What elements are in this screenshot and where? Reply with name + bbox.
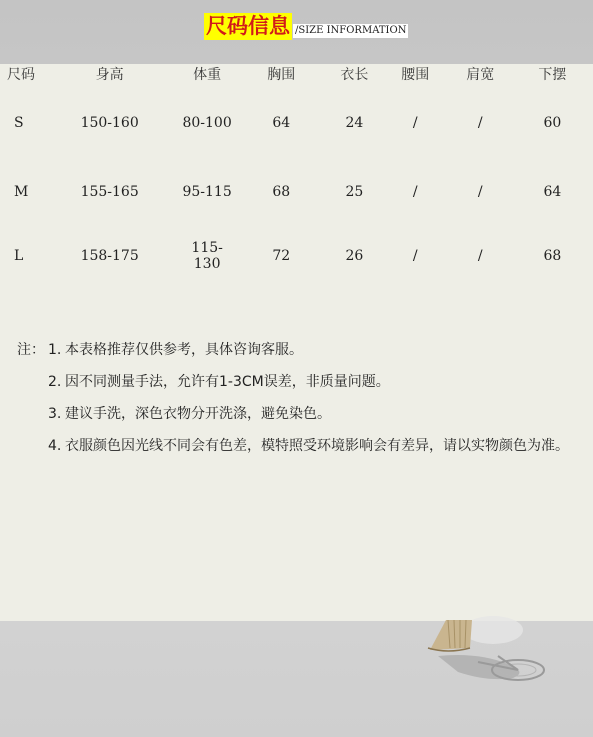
note-text: 衣服颜色因光线不同会有色差，模特照受环境影响会有差异，请以实物颜色为准。: [65, 438, 569, 454]
size-panel: [0, 64, 593, 621]
table-row: [0, 224, 593, 288]
table-cell: 80-100: [182, 115, 232, 131]
table-cell: M: [14, 184, 29, 200]
size-table: [0, 64, 593, 288]
table-cell: 60: [543, 115, 562, 131]
note-number: 2.: [48, 374, 62, 390]
column-header-weight: 体重: [193, 67, 222, 83]
page-subtitle: /SIZE INFORMATION: [295, 25, 407, 36]
table-cell: /: [477, 248, 483, 264]
table-cell: 158-175: [80, 248, 139, 264]
table-row: [0, 84, 593, 160]
note-text: 建议手洗，深色衣物分开洗涤，避免染色。: [65, 406, 331, 422]
notes-prefix: 注：: [17, 342, 45, 358]
table-cell: L: [14, 248, 24, 264]
table-cell: 25: [345, 184, 364, 200]
note-item: [17, 398, 583, 430]
table-row: [0, 160, 593, 224]
note-text: 本表格推荐仅供参考，具体咨询客服。: [65, 342, 303, 358]
header: [0, 0, 593, 64]
column-header-waist: 腰围: [401, 67, 430, 83]
table-cell: 64: [272, 115, 291, 131]
table-cell: 64: [543, 184, 562, 200]
column-header-hem: 下摆: [538, 67, 567, 83]
note-text: 因不同测量手法，允许有1-3CM误差，非质量问题。: [65, 374, 390, 390]
table-header-row: [0, 64, 593, 84]
column-header-length: 衣长: [340, 67, 369, 83]
note-number: 3.: [48, 406, 62, 422]
table-cell: 68: [543, 248, 562, 264]
note-number: 1.: [48, 342, 62, 358]
table-cell: /: [477, 115, 483, 131]
column-header-height: 身高: [95, 67, 124, 83]
figure-shadow-icon: [418, 612, 568, 702]
page-title: 尺码信息: [206, 14, 290, 38]
table-cell: /: [477, 184, 483, 200]
note-item: [17, 334, 583, 366]
table-cell: S: [14, 115, 24, 131]
notes-section: [17, 334, 583, 462]
table-cell: 155-165: [80, 184, 139, 200]
table-cell: 150-160: [80, 115, 139, 131]
table-cell: /: [412, 115, 418, 131]
decorative-figure-illustration: [418, 612, 568, 702]
table-cell: 68: [272, 184, 291, 200]
table-cell: 95-115: [182, 184, 232, 200]
table-cell: 72: [272, 248, 291, 264]
table-cell: 26: [345, 248, 364, 264]
table-cell: /: [412, 184, 418, 200]
note-number: 4.: [48, 438, 62, 454]
table-cell: 24: [345, 115, 364, 131]
note-item: [17, 366, 583, 398]
table-cell: /: [412, 248, 418, 264]
column-header-chest: 胸围: [267, 67, 296, 83]
column-header-shoulder: 肩宽: [466, 67, 495, 83]
table-cell: 115-130: [191, 240, 223, 272]
column-header-size: 尺码: [7, 67, 35, 83]
note-item: [17, 430, 583, 462]
